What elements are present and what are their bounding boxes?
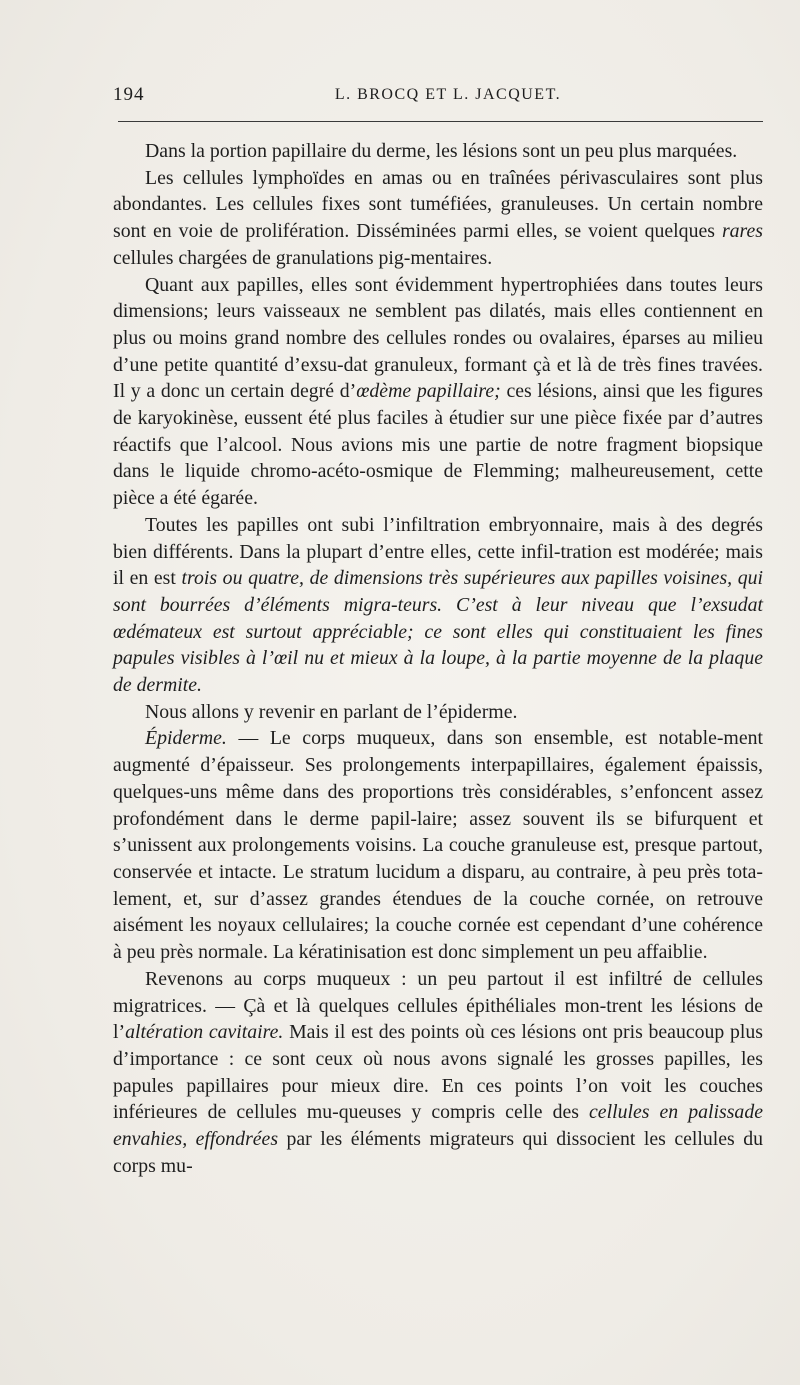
italic-run: cellules en palissade envahies, effondrées — [113, 1101, 763, 1151]
paragraph — [113, 138, 763, 165]
paragraph — [113, 725, 763, 965]
italic-run: œdème papillaire; — [356, 380, 501, 403]
page-number: 194 — [113, 84, 145, 105]
text-run: — Le corps muqueux, dans son ensemble, est notable-ment augmenté d’épaisseur. Ses prolongements interpapillaires, également épaissis, quelques-uns même dans des proportions très considérables, s’enfoncent assez profondément dans le derme papil-laire; assez souvent ils se bifurquent et s’unissent aux prolongements voisins. La couche granuleuse est, presque partout, conservée et intacte. Le stratum lucidum a disparu, au contraire, à peu près tota-lement, et, sur d’assez grandes étendues de la couche cornée, on retrouve aisément les noyaux cellulaires; la couche cornée est cependant d’une cohérence à peu près normale. La kératinisation est donc simplement un peu affaiblie. — [113, 727, 763, 964]
paragraph — [113, 272, 763, 512]
paragraph — [113, 966, 763, 1180]
text-run: Toutes les papilles ont subi l’infiltration embryonnaire, mais à des degrés bien différents. Dans la plupart d’entre elles, cette infil-tration est modérée; mais il en est — [113, 513, 763, 590]
italic-run: Épiderme. — [145, 727, 227, 750]
text-run: Nous allons y revenir en parlant de l’épiderme. — [145, 700, 518, 723]
text-run: par les éléments migrateurs qui dissocient les cellules du corps mu- — [113, 1128, 763, 1177]
text-run: Quant aux papilles, elles sont évidemment hypertrophiées dans toutes leurs dimensions; leurs vaisseaux ne semblent pas dilatés, mais elles contiennent en plus ou moins grand nombre des cellules rondes ou ovalaires, éparses au milieu d’une petite quantité d’exsu-dat granuleux, formant çà et là de très fines travées. Il y a donc un certain degré d’ — [113, 273, 763, 403]
text-run: Mais il est des points où ces lésions ont pris beaucoup plus d’importance : ce sont ceux où nous avons signalé les grosses papilles, les papules papillaires pour mieux dire. En ces points l’on voit les couches inférieures de cellules mu-queuses y compris celle des — [113, 1021, 763, 1124]
text-run: ces lésions, ainsi que les figures de karyokinèse, eussent été plus faciles à étudier sur une pièce fixée par d’autres réactifs que l’alcool. Nous avions mis une partie de notre fragment biopsique dans le liquide chromo-acéto-osmique de Flemming; malheureusement, cette pièce a été égarée. — [113, 380, 763, 510]
text-run: cellules chargées de granulations pig-mentaires. — [113, 246, 493, 269]
page-header — [113, 84, 763, 110]
italic-run: trois ou quatre, de dimensions très supérieures aux papilles voisines, qui sont bourrées d’éléments migra-teurs. C’est à leur niveau que l’exsudat œdémateux est surtout appréciable; ce sont elles qui constituaient les fines papules visibles à l’œil nu et mieux à la loupe, à la partie moyenne de la plaque de dermite. — [113, 567, 763, 697]
header-rule — [118, 121, 763, 122]
body-text — [113, 138, 763, 1179]
paragraph — [113, 165, 763, 272]
text-run: Revenons au corps muqueux : un peu partout il est infiltré de cellules migratrices. — Çà et là quelques cellules épithéliales mon-trent les lésions de l’ — [113, 967, 763, 1044]
italic-run: altération cavitaire. — [125, 1021, 284, 1044]
text-run: Les cellules lymphoïdes en amas ou en traînées périvasculaires sont plus abondantes. Les cellules fixes sont tuméfiées, granuleuses. Un certain nombre sont en voie de prolifération. Disséminées parmi elles, se voient quelques — [113, 166, 763, 243]
paragraph — [113, 699, 763, 726]
italic-run: rares — [721, 220, 763, 243]
paragraph — [113, 512, 763, 699]
text-run: Dans la portion papillaire du derme, les lésions sont un peu plus marquées. — [145, 140, 738, 162]
running-head: L. BROCQ ET L. JACQUET. — [334, 86, 562, 103]
